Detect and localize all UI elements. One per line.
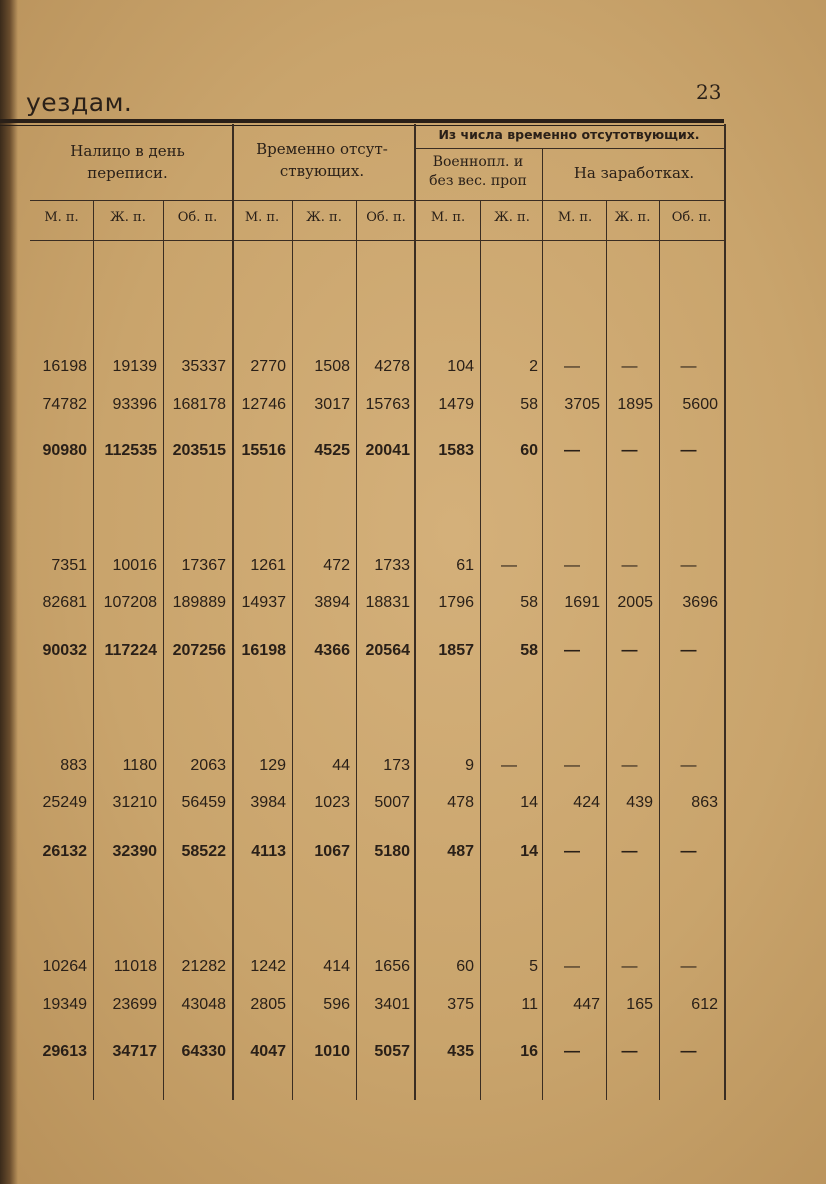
table-cell: 10264	[42, 958, 87, 975]
column-header: Об. п.	[177, 210, 218, 225]
table-cell: 5007	[374, 794, 410, 811]
table-cell: —	[564, 557, 580, 574]
table-cell: 20564	[365, 642, 410, 659]
table-cell: —	[564, 442, 580, 459]
table-cell: —	[564, 958, 580, 975]
table-cell: 15763	[365, 396, 410, 413]
table-cell: 612	[691, 996, 718, 1013]
page-binding-edge	[0, 0, 18, 1184]
table-cell: 1261	[250, 557, 286, 574]
table-cell: 3984	[250, 794, 286, 811]
table-cell: —	[564, 843, 580, 860]
table-cell: 20041	[365, 442, 410, 459]
table-cell: 439	[626, 794, 653, 811]
header-rule-columns	[30, 200, 724, 201]
table-cell: 4278	[374, 358, 410, 375]
table-cell: 58	[520, 642, 538, 659]
table-cell: 112535	[104, 442, 157, 459]
table-cell: 90032	[42, 642, 87, 659]
table-cell: 1067	[314, 843, 350, 860]
table-cell: —	[564, 1043, 580, 1060]
table-cell: 35337	[181, 358, 226, 375]
column-header: Ж. п.	[614, 210, 651, 225]
table-cell: 5600	[682, 396, 718, 413]
column-rule	[724, 124, 726, 1100]
table-cell: 9	[465, 757, 474, 774]
table-cell: 5180	[374, 843, 410, 860]
table-cell: 1691	[564, 594, 600, 611]
table-cell: 3705	[564, 396, 600, 413]
table-cell: 1242	[250, 958, 286, 975]
table-cell: 4113	[251, 843, 286, 860]
header-group-present: Налицо в день переписи.	[70, 142, 185, 182]
table-cell: 1656	[374, 958, 410, 975]
table-cell: 2805	[250, 996, 286, 1013]
table-top-rule	[0, 119, 724, 123]
table-cell: 21282	[181, 958, 226, 975]
table-cell: 18831	[365, 594, 410, 611]
table-cell: 117224	[104, 642, 157, 659]
table-cell: 19349	[42, 996, 87, 1013]
column-header: Об. п.	[671, 210, 712, 225]
table-cell: 58522	[181, 843, 226, 860]
table-cell: 17367	[181, 557, 226, 574]
table-cell: 375	[447, 996, 474, 1013]
table-cell: —	[621, 757, 638, 774]
header-subgroup-earnings: На заработках.	[573, 164, 695, 182]
column-header: Ж. п.	[494, 210, 530, 225]
table-cell: —	[564, 358, 580, 375]
table-cell: —	[621, 843, 638, 860]
table-cell: 203515	[172, 442, 226, 459]
table-cell: —	[680, 958, 697, 975]
table-cell: 2005	[617, 594, 653, 611]
header-group-of-absent: Из числа временно отсутотвующих.	[438, 127, 700, 142]
column-header: Об. п.	[366, 210, 406, 225]
table-cell: —	[680, 843, 697, 860]
table-cell: —	[501, 757, 517, 774]
table-cell: —	[621, 442, 638, 459]
table-cell: 447	[573, 996, 600, 1013]
table-cell: —	[680, 442, 697, 459]
table-cell: 1583	[438, 442, 474, 459]
table-cell: 19139	[112, 358, 157, 375]
table-cell: 3894	[314, 594, 350, 611]
table-cell: 4366	[314, 642, 350, 659]
table-cell: 31210	[112, 794, 157, 811]
table-cell: 414	[323, 958, 350, 975]
table-cell: 478	[447, 794, 474, 811]
table-cell: 14937	[241, 594, 286, 611]
table-cell: 10016	[112, 557, 157, 574]
table-cell: 44	[332, 757, 350, 774]
table-cell: 7351	[51, 557, 87, 574]
table-cell: —	[680, 642, 697, 659]
table-cell: 11	[521, 996, 538, 1013]
table-cell: 1023	[314, 794, 350, 811]
table-cell: 1796	[438, 594, 474, 611]
column-rule	[542, 148, 543, 1100]
table-cell: —	[621, 958, 638, 975]
table-cell: 104	[447, 358, 474, 375]
column-header: М. п.	[44, 210, 79, 225]
table-cell: 165	[626, 996, 653, 1013]
page-number: 23	[696, 80, 722, 104]
table-cell: 1479	[438, 396, 474, 413]
table-cell: 1180	[122, 757, 157, 774]
table-cell: —	[564, 757, 580, 774]
table-cell: 90980	[42, 442, 87, 459]
table-cell: 12746	[241, 396, 286, 413]
table-cell: —	[621, 642, 638, 659]
table-cell: 3017	[314, 396, 350, 413]
column-rule	[414, 124, 416, 1100]
table-cell: 4525	[314, 442, 350, 459]
table-cell: 15516	[241, 442, 286, 459]
table-cell: —	[564, 642, 580, 659]
table-cell: 3401	[374, 996, 410, 1013]
table-cell: —	[680, 1043, 697, 1060]
table-cell: 16	[520, 1043, 538, 1060]
table-cell: 74782	[42, 396, 87, 413]
table-cell: 189889	[172, 594, 226, 611]
table-cell: 5057	[374, 1043, 410, 1060]
table-cell: 58	[520, 396, 538, 413]
table-cell: 1857	[438, 642, 474, 659]
table-cell: 34717	[112, 1043, 157, 1060]
table-cell: 4047	[250, 1043, 286, 1060]
table-cell: 82681	[42, 594, 87, 611]
table-cell: 26132	[42, 843, 87, 860]
table-cell: 2	[529, 358, 538, 375]
table-cell: 14	[520, 843, 538, 860]
column-header: Ж. п.	[306, 210, 342, 225]
header-subgroup-pow: Военнопл. и без вес. проп	[429, 154, 527, 189]
table-cell: 207256	[172, 642, 226, 659]
table-cell: 472	[323, 557, 350, 574]
table-cell: 58	[520, 594, 538, 611]
column-rule	[232, 124, 234, 1100]
header-rule-bottom	[30, 240, 724, 241]
column-header: М. п.	[430, 210, 466, 225]
table-cell: 16198	[42, 358, 87, 375]
table-cell: 43048	[181, 996, 226, 1013]
table-cell: 107208	[103, 594, 157, 611]
table-cell: —	[501, 557, 517, 574]
table-cell: 56459	[181, 794, 226, 811]
table-cell: 29613	[42, 1043, 87, 1060]
table-cell: 1010	[314, 1043, 350, 1060]
table-cell: 1895	[617, 396, 653, 413]
table-cell: 61	[456, 557, 474, 574]
table-cell: —	[680, 757, 697, 774]
table-cell: 424	[573, 794, 600, 811]
table-cell: 5	[529, 958, 538, 975]
table-cell: 863	[691, 794, 718, 811]
table-cell: —	[680, 557, 697, 574]
table-cell: 129	[259, 757, 286, 774]
table-cell: 25249	[42, 794, 87, 811]
page-heading: уездам.	[26, 88, 133, 117]
table-cell: 1733	[374, 557, 410, 574]
table-cell: —	[621, 1043, 638, 1060]
table-cell: 60	[456, 958, 474, 975]
table-cell: 60	[520, 442, 538, 459]
header-group-temporarily-absent: Временно отсут- ствующих.	[256, 140, 388, 180]
table-cell: 16198	[241, 642, 286, 659]
table-cell: 23699	[112, 996, 157, 1013]
table-cell: 64330	[181, 1043, 226, 1060]
column-header: М. п.	[557, 210, 593, 225]
table-cell: —	[680, 358, 697, 375]
column-header: М. п.	[244, 210, 280, 225]
column-header: Ж. п.	[110, 210, 146, 225]
table-cell: 2063	[190, 757, 226, 774]
table-cell: —	[621, 358, 638, 375]
table-cell: 93396	[112, 396, 157, 413]
table-cell: 883	[60, 757, 87, 774]
table-cell: 11018	[113, 958, 157, 975]
table-cell: —	[621, 557, 638, 574]
table-cell: 596	[323, 996, 350, 1013]
table-cell: 173	[383, 757, 410, 774]
table-cell: 14	[520, 794, 538, 811]
table-cell: 487	[447, 843, 474, 860]
table-cell: 3696	[682, 594, 718, 611]
header-rule-subgroups	[414, 148, 724, 149]
table-cell: 435	[447, 1043, 474, 1060]
table-cell: 1508	[314, 358, 350, 375]
table-cell: 2770	[250, 358, 286, 375]
table-cell: 168178	[172, 396, 226, 413]
table-cell: 32390	[112, 843, 157, 860]
